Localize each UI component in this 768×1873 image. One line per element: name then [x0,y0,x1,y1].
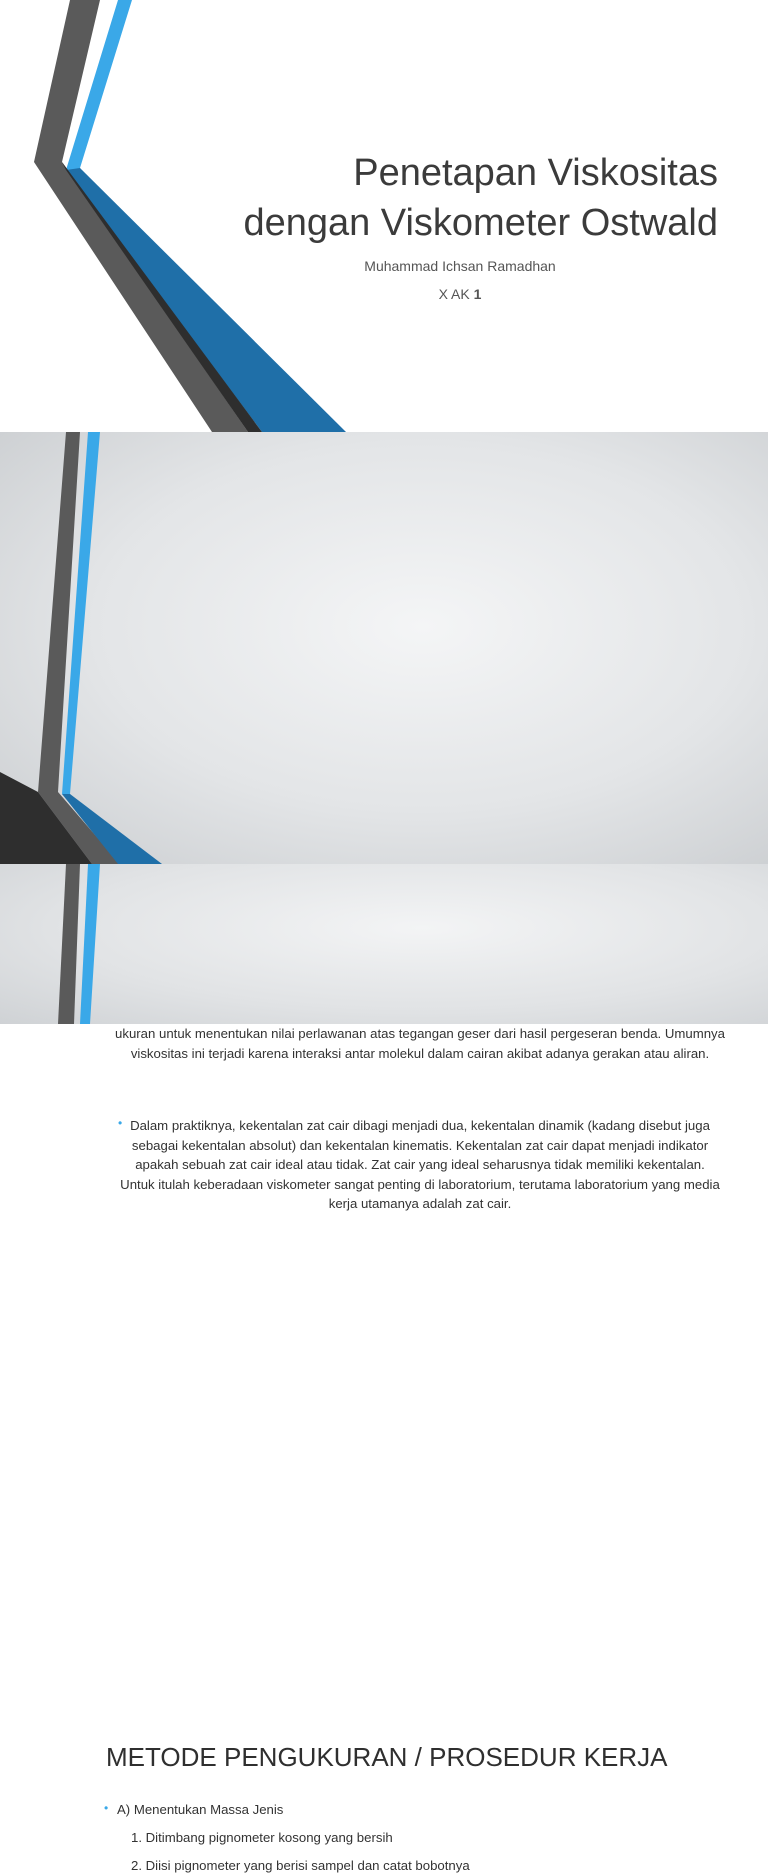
paragraph-2: Dalam praktiknya, kekentalan zat cair dibagi menjadi dua, kekentalan dinamik (kadang disebut juga sebagai kekentalan absolut) dan kekentalan kinematis. Kekentalan zat cair dapat menjadi indikator apakah sebuah zat cair ideal atau tidak. Zat cair yang ideal seharusnya tidak memiliki kekentalan. Untuk itulah keberadaan viskometer sangat penting di laboratorium, terutama laboratorium yang media kerja utamanya adalah zat cair. [120,1118,720,1212]
title-slide [0,0,768,432]
gray-vertical-bar [58,864,80,1024]
title-line-1: Penetapan Viskositas [353,152,718,194]
class-label [300,286,620,302]
section-a-heading: A) Menentukan Massa Jenis [117,1802,284,1817]
theory-slide [0,432,768,1212]
title-line-2: dengan Viskometer Ostwald [243,202,718,244]
blue-vertical-bar [80,864,100,1024]
step-2: 2. Diisi pignometer yang berisi sampel dan catat bobotnya [131,1858,470,1873]
paragraph-1: ukuran untuk menentukan nilai perlawanan atas tegangan geser dari hasil pergeseran benda. Umumnya viskositas ini terjadi karena interaksi antar molekul dalam cairan akibat adanya gerakan atau aliran. [115,1026,725,1061]
author-name: Muhammad Ichsan Ramadhan [364,258,556,274]
slide-title: METODE PENGUKURAN / PROSEDUR KERJA [106,1742,668,1772]
class-prefix: X AK [438,286,474,302]
bullet-icon: • [118,1116,123,1130]
slide-title [158,148,718,248]
slide-2-decoration [0,432,768,864]
step-1: 1. Ditimbang pignometer kosong yang bersih [131,1830,393,1845]
bullet-icon: • [104,1801,109,1815]
class-number: 1 [473,286,482,302]
slide-3-decoration [0,864,768,1024]
